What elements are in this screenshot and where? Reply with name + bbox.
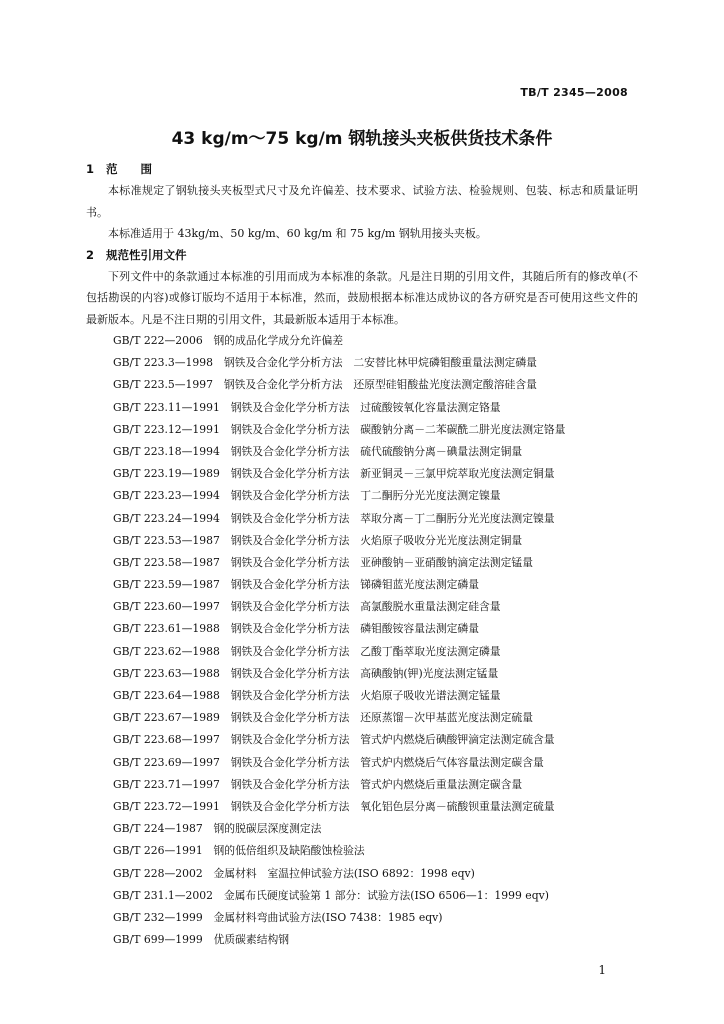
reference-title: 钢铁及合金化学分析方法 过硫酸铵氧化容量法测定铬量 [230,400,501,414]
reference-title: 钢铁及合金化学分析方法 锑磷钼蓝光度法测定磷量 [230,578,480,592]
reference-title: 钢铁及合金化学分析方法 新亚铜灵－三氯甲烷萃取光度法测定铜量 [230,467,555,481]
reference-title: 钢铁及合金化学分析方法 还原蒸馏－次甲基蓝光度法测定硫量 [230,711,533,725]
reference-title: 金属布氏硬度试验第 1 部分：试验方法(ISO 6506—1：1999 eqv) [223,888,549,902]
reference-code: GB/T 223.3—1998 [113,356,214,370]
reference-title: 钢铁及合金化学分析方法 碳酸钠分离－二苯碳酰二肼光度法测定铬量 [230,422,566,436]
reference-title: 钢铁及合金化学分析方法 磷钼酸铵容量法测定磷量 [230,622,480,636]
reference-code: GB/T 223.67—1989 [113,711,220,725]
reference-item [86,618,638,640]
reference-title: 钢铁及合金化学分析方法 管式炉内燃烧后重量法测定碳含量 [230,777,523,791]
reference-title: 优质碳素结构钢 [213,933,290,947]
reference-code: GB/T 223.63—1988 [113,666,220,680]
reference-code: GB/T 223.12—1991 [113,422,220,436]
reference-code: GB/T 232—1999 [113,910,203,924]
reference-item [86,397,638,419]
reference-code: GB/T 223.24—1994 [113,511,220,525]
paragraph: 下列文件中的条款通过本标准的引用而成为本标准的条款。凡是注日期的引用文件，其随后所有的修改单(不包括勘误的内容)或修订版均不适用于本标准，然而，鼓励根据本标准达成协议的各方研究是否可使用这些文件的最新版本。凡是不注日期的引用文件，其最新版本适用于本标准。 [86,269,638,326]
reference-code: GB/T 223.72—1991 [113,799,220,813]
reference-title: 金属材料弯曲试验方法(ISO 7438：1985 eqv) [213,910,443,924]
reference-code: GB/T 223.64—1988 [113,689,220,702]
reference-title: 钢铁及合金化学分析方法 管式炉内燃烧后气体容量法测定碳含量 [230,755,544,769]
reference-item [86,352,638,374]
reference-item [86,707,638,729]
reference-item [86,840,638,862]
reference-item [86,752,638,774]
reference-title: 钢铁及合金化学分析方法 高氯酸脱水重量法测定硅含量 [230,600,501,614]
paragraph: 本标准适用于 43kg/m、50 kg/m、60 kg/m 和 75 kg/m 钢轨用接头夹板。 [108,227,487,240]
reference-code: GB/T 223.62—1988 [113,644,220,658]
reference-item [86,596,638,618]
reference-title: 钢铁及合金化学分析方法 管式炉内燃烧后碘酸钾滴定法测定硫含量 [230,733,555,747]
reference-title: 钢铁及合金化学分析方法 火焰原子吸收分光光度法测定铜量 [230,533,523,547]
reference-item [86,863,638,885]
document-body [86,159,638,951]
document-title: 43 kg/m～75 kg/m 钢轨接头夹板供货技术条件 [171,129,553,149]
reference-title: 金属材料 室温拉伸试验方法(ISO 6892：1998 eqv) [213,866,475,880]
reference-item [86,419,638,441]
paragraph: 本标准规定了钢轨接头夹板型式尺寸及允许偏差、技术要求、试验方法、检验规则、包装、标志和质量证明书。 [86,184,638,219]
reference-code: GB/T 223.23—1994 [113,489,220,503]
section-heading-scope [86,159,638,180]
reference-item [86,796,638,818]
reference-code: GB/T 226—1991 [113,844,203,858]
reference-code: GB/T 223.53—1987 [113,533,220,547]
reference-code: GB/T 224—1987 [113,822,203,836]
reference-code: GB/T 223.5—1997 [113,378,214,392]
page-number: 1 [598,963,606,977]
reference-item [86,641,638,663]
reference-item [86,552,638,574]
reference-code: GB/T 228—2002 [113,866,203,880]
reference-code: GB/T 223.19—1989 [113,467,220,481]
reference-code: GB/T 223.58—1987 [113,555,220,569]
reference-title: 钢铁及合金化学分析方法 氧化铝色层分离－硫酸钡重量法测定硫量 [230,799,555,813]
reference-item [86,374,638,396]
reference-item [86,685,638,707]
reference-item [86,663,638,685]
reference-item [86,530,638,552]
reference-code: GB/T 223.69—1997 [113,755,220,769]
reference-item [86,508,638,530]
section-number: 2 [86,247,95,262]
reference-title: 钢铁及合金化学分析方法 火焰原子吸收光谱法测定锰量 [230,689,501,702]
reference-title: 钢的脱碳层深度测定法 [213,822,322,836]
reference-title: 钢铁及合金化学分析方法 亚砷酸钠－亚硝酸钠滴定法测定锰量 [230,555,533,569]
section-heading-normative-references [86,245,638,266]
reference-item [86,774,638,796]
reference-code: GB/T 223.71—1997 [113,777,220,791]
reference-item [86,885,638,907]
reference-code: GB/T 223.59—1987 [113,578,220,592]
reference-code: GB/T 699—1999 [113,933,203,947]
reference-title: 钢铁及合金化学分析方法 还原型硅钼酸盐光度法测定酸溶硅含量 [223,378,537,392]
reference-item [86,463,638,485]
reference-item [86,929,638,951]
reference-code: GB/T 223.11—1991 [113,400,220,414]
reference-item [86,441,638,463]
section-title: 规范性引用文件 [106,247,187,262]
reference-item [86,729,638,751]
reference-item [86,907,638,929]
reference-title: 钢铁及合金化学分析方法 乙酸丁酯萃取光度法测定磷量 [230,644,501,658]
reference-item [86,330,638,352]
reference-item [86,485,638,507]
reference-title: 钢铁及合金化学分析方法 二安替比林甲烷磷钼酸重量法测定磷量 [223,356,537,370]
section-title: 范 围 [106,162,152,176]
reference-code: GB/T 223.60—1997 [113,600,220,614]
reference-code: GB/T 223.18—1994 [113,444,220,458]
reference-code: GB/T 223.68—1997 [113,733,220,747]
reference-title: 钢铁及合金化学分析方法 硫代硫酸钠分离－碘量法测定铜量 [230,444,523,458]
reference-title: 钢的低倍组织及缺陷酸蚀检验法 [213,844,365,858]
reference-code: GB/T 223.61—1988 [113,622,220,636]
reference-item [86,818,638,840]
reference-code: GB/T 231.1—2002 [113,888,214,902]
reference-code: GB/T 222—2006 [113,334,203,347]
reference-title: 钢铁及合金化学分析方法 萃取分离－丁二酮肟分光光度法测定镍量 [230,511,555,525]
reference-item [86,574,638,596]
section-number: 1 [86,162,95,176]
reference-title: 钢的成品化学成分允许偏差 [213,334,344,347]
document-number: TB/T 2345—2008 [520,86,628,99]
reference-title: 钢铁及合金化学分析方法 丁二酮肟分光光度法测定镍量 [230,489,501,503]
reference-title: 钢铁及合金化学分析方法 高碘酸钠(钾)光度法测定锰量 [230,666,499,680]
reference-list [86,330,638,951]
